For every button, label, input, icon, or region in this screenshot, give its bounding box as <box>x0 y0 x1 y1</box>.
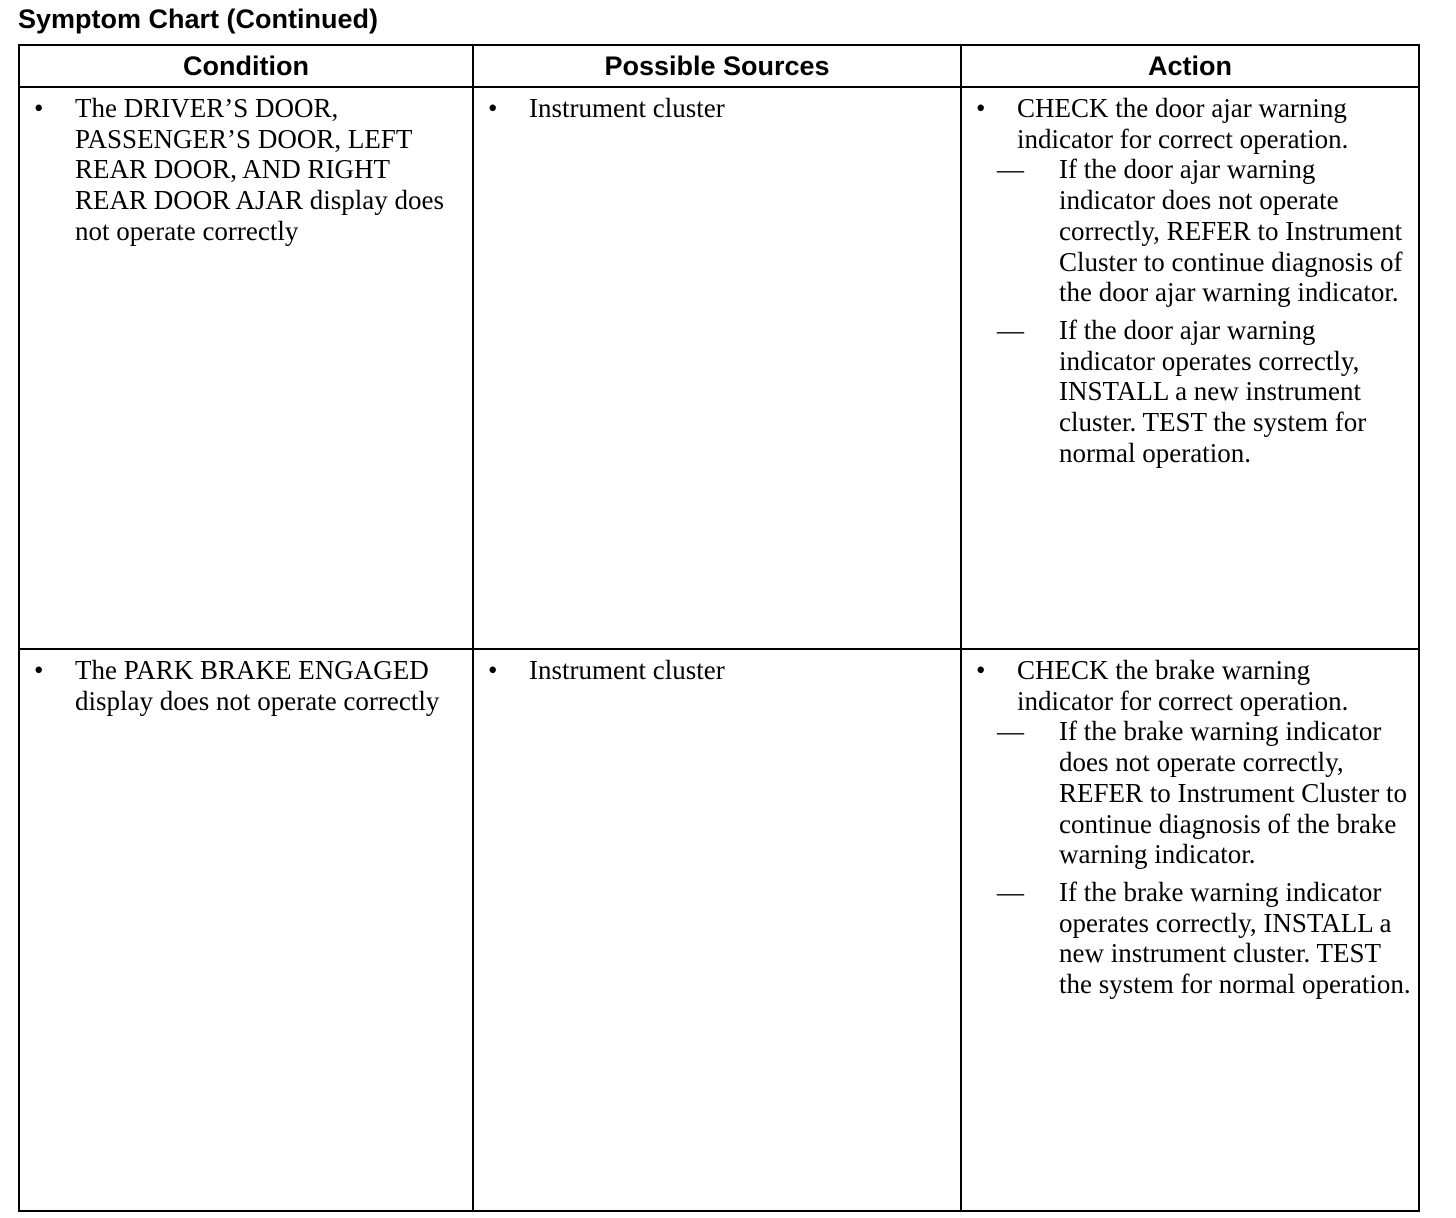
symptom-chart-table <box>18 44 1420 1212</box>
bullet-icon: • <box>976 93 986 123</box>
source-item <box>474 93 960 124</box>
dash-icon: — <box>997 716 1024 747</box>
source-item <box>474 655 960 686</box>
action-sub-text: If the brake warning indicator operates correctly, INSTALL a new instrument cluster. TEST the system for normal operation. <box>1059 876 1411 1000</box>
action-sub-text: If the door ajar warning indicator does not operate correctly, REFER to Instrument Cluster to continue diagnosis of the door ajar warning indicator. <box>1059 154 1403 308</box>
action-main-text: CHECK the door ajar warning indicator for correct operation. <box>1017 93 1349 154</box>
page-title: Symptom Chart (Continued) <box>18 4 378 34</box>
dash-icon: — <box>997 876 1024 907</box>
action-cell <box>961 649 1419 1211</box>
table-row <box>19 649 1419 1211</box>
bullet-icon: • <box>488 655 498 685</box>
column-header-action: Action <box>961 45 1419 87</box>
action-sub-text: If the door ajar warning indicator operates correctly, INSTALL a new instrument cluster. TEST the system for normal operation. <box>1059 314 1367 468</box>
bullet-icon: • <box>34 93 44 123</box>
dash-icon: — <box>997 154 1024 185</box>
column-header-condition: Condition <box>19 45 473 87</box>
possible-sources-cell <box>473 87 961 649</box>
column-header-possible-sources: Possible Sources <box>473 45 961 87</box>
bullet-icon: • <box>34 655 44 685</box>
table-row <box>19 87 1419 649</box>
condition-item <box>20 655 472 716</box>
action-cell <box>961 87 1419 649</box>
condition-text: The DRIVER’S DOOR, PASSENGER’S DOOR, LEFT REAR DOOR, AND RIGHT REAR DOOR AJAR display does not operate correctly <box>75 93 445 246</box>
action-item <box>962 655 1418 716</box>
action-sub-item <box>993 315 1418 469</box>
condition-cell <box>19 87 473 649</box>
condition-cell <box>19 649 473 1211</box>
action-sub-item <box>993 716 1418 870</box>
source-text: Instrument cluster <box>529 655 725 685</box>
condition-text: The PARK BRAKE ENGAGED display does not operate correctly <box>75 655 440 716</box>
condition-item <box>20 93 472 247</box>
action-sub-text: If the brake warning indicator does not operate correctly, REFER to Instrument Cluster to continue diagnosis of the brake warning indicator. <box>1059 716 1407 870</box>
bullet-icon: • <box>488 93 498 123</box>
bullet-icon: • <box>976 655 986 685</box>
possible-sources-cell <box>473 649 961 1211</box>
source-text: Instrument cluster <box>529 93 725 123</box>
table-header-row <box>19 45 1419 87</box>
dash-icon: — <box>997 314 1024 345</box>
action-sub-item <box>993 154 1418 308</box>
action-sub-item <box>993 877 1418 1000</box>
action-item <box>962 93 1418 154</box>
action-main-text: CHECK the brake warning indicator for correct operation. <box>1017 655 1349 716</box>
